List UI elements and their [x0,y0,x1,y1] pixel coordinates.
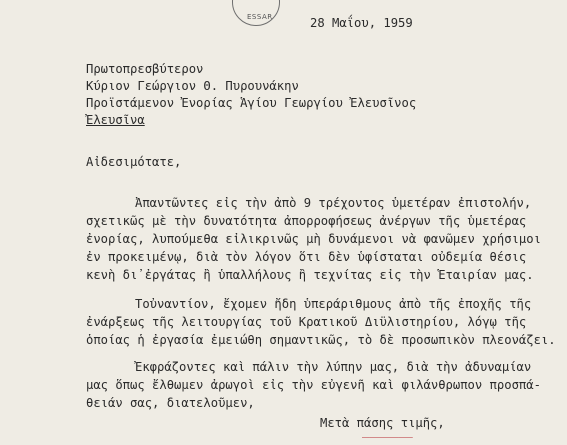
recipient-city: Ἐλευσῖνα [86,113,145,127]
salutation: Αἰδεσιμότατε, [86,155,182,169]
recipient-line: Πρωτοπρεσβύτερον [86,62,204,76]
recipient-line: Κύριον Γεώργιον Θ. Πυρουνάκην [86,79,299,93]
body-line: ὁποίας ἡ ἐργασία ἐμειώθη σημαντικῶς, τὸ δὲ προσωπικὸν πλεονάζει. [86,333,556,347]
body-line: θειάν σας, διατελοῦμεν, [86,396,255,410]
stamp-text: ESSAR [247,13,273,21]
body-line: ἐν προκειμένῳ, διὰ τὸν λόγον ὅτι δὲν ὑφίσταται οὐδεμία θέσις [86,250,527,264]
body-line: κενὴ δι᾽ἐργάτας ἢ ὑπαλλήλους ἢ τεχνίτας εἰς τὴν Ἑταιρίαν μας. [86,268,534,282]
body-line: ἐνάρξεως τῆς λειτουργίας τοῦ Κρατικοῦ Διϋλιστηρίου, λόγῳ τῆς [86,315,527,329]
closing: Μετὰ πάσης τιμῆς, [320,416,445,430]
recipient-line: Προϊστάμενον Ἐνορίας Ἁγίου Γεωργίου Ἐλευσῖνος [86,96,417,110]
body-line: μας ὅπως ἔλθωμεν ἀρωγοὶ εἰς τὴν εὐγενῆ καὶ φιλάνθρωπον προσπά- [86,378,541,392]
company-stamp [232,0,280,26]
body-line: Ἐκφράζοντες καὶ πάλιν τὴν λύπην μας, διὰ τὴν ἀδυναμίαν [135,360,532,374]
letter-date: 28 Μαΐου, 1959 [310,16,413,30]
red-signature-fragment: ▔▔▔▔▔▔▔ [362,437,413,445]
body-line: Ἀπαντῶντες εἰς τὴν ἀπὸ 9 τρέχοντος ὑμετέραν ἐπιστολήν, [135,196,532,210]
body-line: σχετικῶς μὲ τὴν δυνατότητα ἀπορροφήσεως ἀνέργων τῆς ὑμετέρας [86,214,527,228]
body-line: ἐνορίας, λυπούμεθα εἰλικρινῶς μὴ δυνάμενοι νὰ φανῶμεν χρήσιμοι [86,232,541,246]
body-line: Τοὐναντίον, ἔχομεν ἤδη ὑπεράριθμους ἀπὸ τῆς ἐποχῆς τῆς [135,297,532,311]
